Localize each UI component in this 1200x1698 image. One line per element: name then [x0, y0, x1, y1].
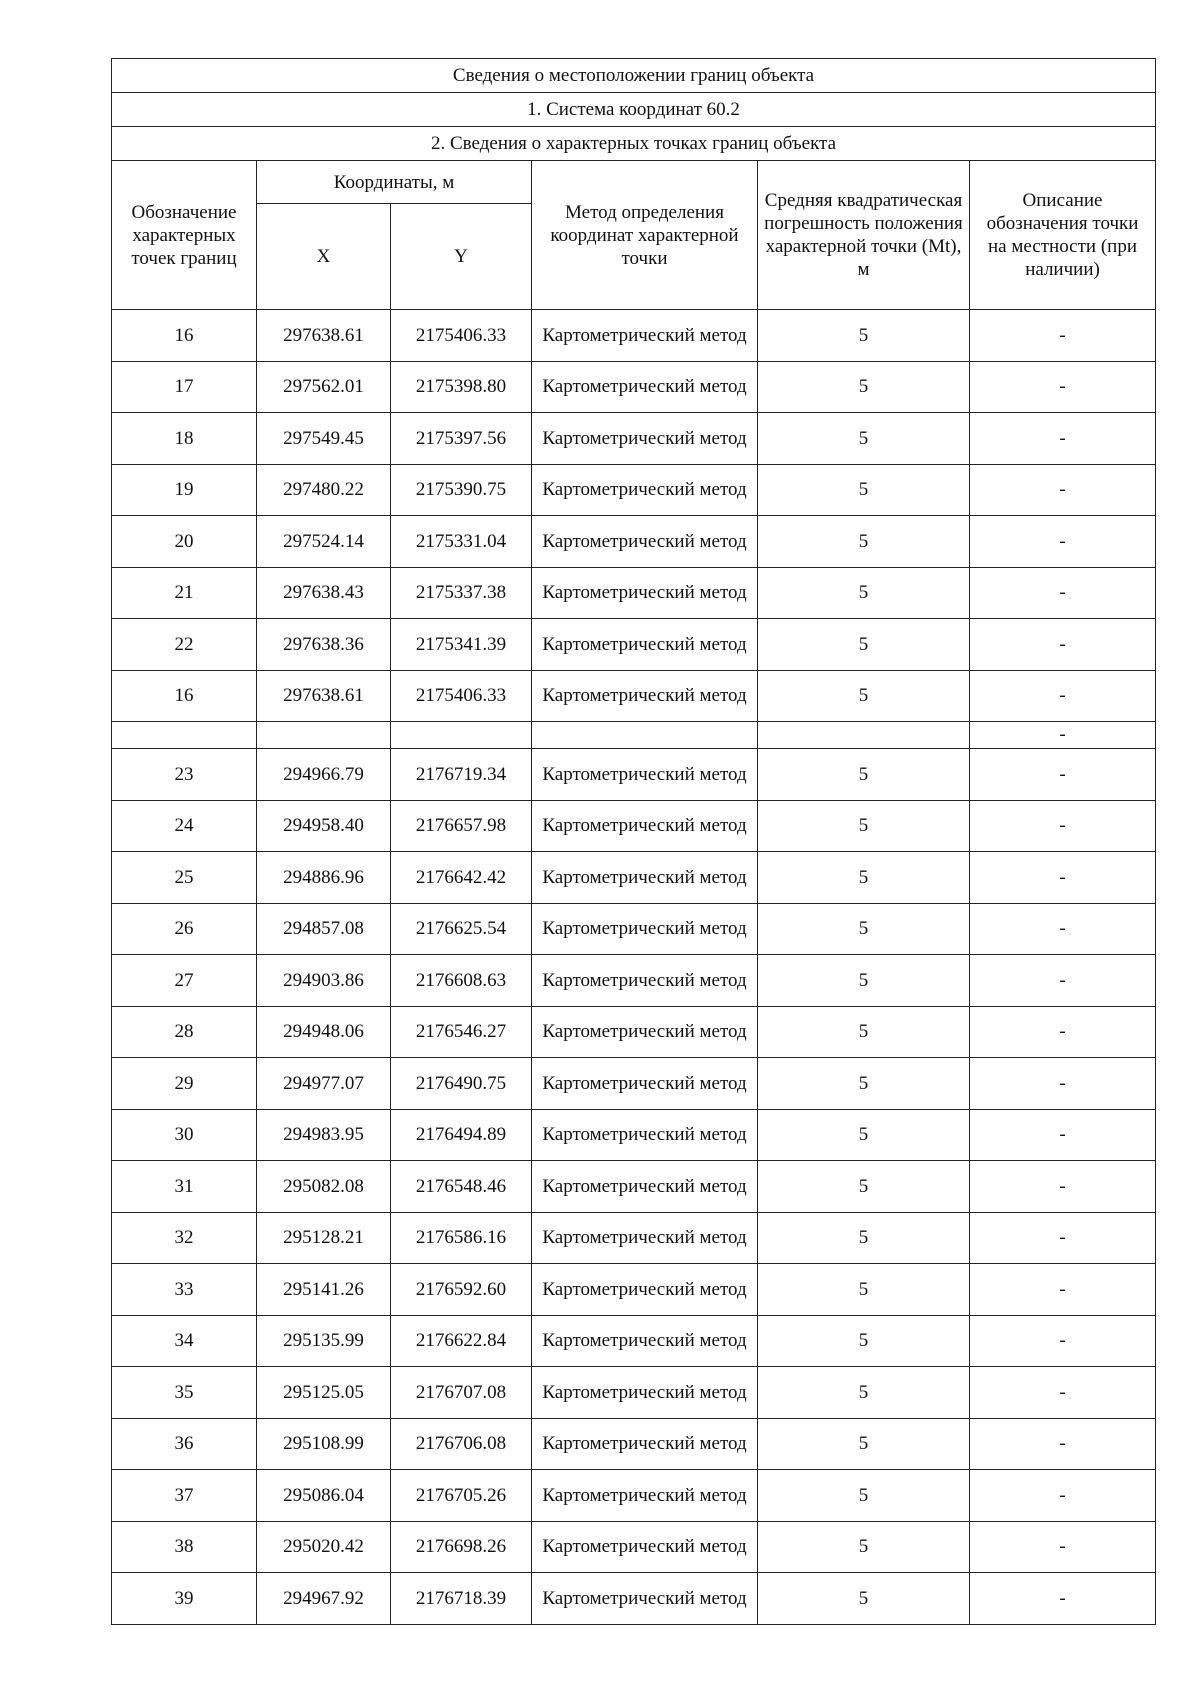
- cell-y: 2176548.46: [391, 1161, 532, 1213]
- cell-error: 5: [758, 1264, 970, 1316]
- cell-y: 2176494.89: [391, 1109, 532, 1161]
- cell-x: 295141.26: [257, 1264, 391, 1316]
- cell-method: Картометрический метод: [532, 903, 758, 955]
- cell-y: 2176622.84: [391, 1315, 532, 1367]
- header-y: Y: [391, 204, 532, 310]
- cell-x: 297480.22: [257, 464, 391, 516]
- cell-y: 2175337.38: [391, 567, 532, 619]
- cell-point: 28: [112, 1006, 257, 1058]
- cell-y: 2176490.75: [391, 1058, 532, 1110]
- cell-x: 294967.92: [257, 1573, 391, 1625]
- cell-point: 34: [112, 1315, 257, 1367]
- cell-x: 294958.40: [257, 800, 391, 852]
- cell-method: Картометрический метод: [532, 800, 758, 852]
- cell-point: 39: [112, 1573, 257, 1625]
- table-row: [112, 1006, 1156, 1058]
- table-row: [112, 722, 1156, 749]
- table-row: [112, 413, 1156, 465]
- cell-point: 16: [112, 670, 257, 722]
- table-row: [112, 1264, 1156, 1316]
- cell-description: -: [970, 1521, 1156, 1573]
- cell-x: 295108.99: [257, 1418, 391, 1470]
- cell-point: 33: [112, 1264, 257, 1316]
- cell-method: Картометрический метод: [532, 955, 758, 1007]
- cell-method: Картометрический метод: [532, 1161, 758, 1213]
- cell-error: 5: [758, 1418, 970, 1470]
- header-coordinates: Координаты, м: [257, 161, 532, 204]
- table-row: [112, 464, 1156, 516]
- table-row: [112, 1058, 1156, 1110]
- table-row: [112, 1161, 1156, 1213]
- cell-description: -: [970, 1006, 1156, 1058]
- cell-error: 5: [758, 1006, 970, 1058]
- cell-x: 294857.08: [257, 903, 391, 955]
- cell-point: 23: [112, 749, 257, 801]
- table-row: [112, 1315, 1156, 1367]
- table-row: [112, 903, 1156, 955]
- cell-error: 5: [758, 800, 970, 852]
- cell-error: 5: [758, 464, 970, 516]
- cell-y: 2176707.08: [391, 1367, 532, 1419]
- cell-y: 2176718.39: [391, 1573, 532, 1625]
- table-row: [112, 619, 1156, 671]
- cell-description: -: [970, 1573, 1156, 1625]
- cell-description: -: [970, 903, 1156, 955]
- cell-error: 5: [758, 1367, 970, 1419]
- cell-y: 2176705.26: [391, 1470, 532, 1522]
- cell-error: 5: [758, 361, 970, 413]
- header-x: X: [257, 204, 391, 310]
- cell-x: 294886.96: [257, 852, 391, 904]
- cell-error: 5: [758, 567, 970, 619]
- cell-error: 5: [758, 1109, 970, 1161]
- cell-point: 24: [112, 800, 257, 852]
- cell-y: 2175398.80: [391, 361, 532, 413]
- coordinate-system-label: 1. Система координат 60.2: [112, 93, 1156, 127]
- cell-y: 2176706.08: [391, 1418, 532, 1470]
- cell-error: 5: [758, 619, 970, 671]
- cell-method: Картометрический метод: [532, 619, 758, 671]
- table-row: [112, 1212, 1156, 1264]
- cell-x: 294983.95: [257, 1109, 391, 1161]
- cell-description: -: [970, 310, 1156, 362]
- cell-y: 2176586.16: [391, 1212, 532, 1264]
- table-row: [112, 1521, 1156, 1573]
- cell-x: 295125.05: [257, 1367, 391, 1419]
- cell-point: 22: [112, 619, 257, 671]
- table-row: [112, 800, 1156, 852]
- cell-error: 5: [758, 1470, 970, 1522]
- cell-y: [391, 722, 532, 749]
- cell-error: 5: [758, 670, 970, 722]
- cell-method: Картометрический метод: [532, 1109, 758, 1161]
- cell-description: -: [970, 1058, 1156, 1110]
- document-page: [111, 58, 1155, 1625]
- cell-method: Картометрический метод: [532, 413, 758, 465]
- cell-point: [112, 722, 257, 749]
- cell-description: -: [970, 1212, 1156, 1264]
- cell-method: Картометрический метод: [532, 1470, 758, 1522]
- cell-y: 2175406.33: [391, 670, 532, 722]
- cell-error: 5: [758, 1212, 970, 1264]
- cell-point: 29: [112, 1058, 257, 1110]
- cell-error: 5: [758, 1161, 970, 1213]
- cell-method: Картометрический метод: [532, 310, 758, 362]
- table-row: [112, 749, 1156, 801]
- cell-description: -: [970, 516, 1156, 568]
- cell-x: 294977.07: [257, 1058, 391, 1110]
- header-error: Средняя квадратическая погрешность положения характерной точки (Mt), м: [758, 161, 970, 310]
- cell-point: 17: [112, 361, 257, 413]
- table-row: [112, 567, 1156, 619]
- cell-method: Картометрический метод: [532, 1264, 758, 1316]
- cell-y: 2175390.75: [391, 464, 532, 516]
- header-method: Метод определения координат характерной точки: [532, 161, 758, 310]
- cell-x: 297549.45: [257, 413, 391, 465]
- cell-method: Картометрический метод: [532, 516, 758, 568]
- cell-method: [532, 722, 758, 749]
- cell-description: -: [970, 670, 1156, 722]
- cell-description: -: [970, 619, 1156, 671]
- cell-x: 297638.61: [257, 310, 391, 362]
- cell-error: 5: [758, 413, 970, 465]
- cell-point: 36: [112, 1418, 257, 1470]
- cell-y: 2176657.98: [391, 800, 532, 852]
- cell-error: 5: [758, 1058, 970, 1110]
- cell-point: 31: [112, 1161, 257, 1213]
- cell-y: 2176608.63: [391, 955, 532, 1007]
- cell-x: 297524.14: [257, 516, 391, 568]
- cell-point: 30: [112, 1109, 257, 1161]
- cell-y: 2175331.04: [391, 516, 532, 568]
- cell-x: 297562.01: [257, 361, 391, 413]
- cell-point: 16: [112, 310, 257, 362]
- cell-method: Картометрический метод: [532, 567, 758, 619]
- cell-point: 25: [112, 852, 257, 904]
- cell-error: 5: [758, 749, 970, 801]
- cell-method: Картометрический метод: [532, 1418, 758, 1470]
- table-row: [112, 1367, 1156, 1419]
- cell-x: 294948.06: [257, 1006, 391, 1058]
- table-row: [112, 310, 1156, 362]
- cell-description: -: [970, 361, 1156, 413]
- cell-error: [758, 722, 970, 749]
- cell-method: Картометрический метод: [532, 464, 758, 516]
- table-row: [112, 1470, 1156, 1522]
- cell-description: -: [970, 464, 1156, 516]
- cell-error: 5: [758, 955, 970, 1007]
- cell-description: -: [970, 1109, 1156, 1161]
- cell-method: Картометрический метод: [532, 852, 758, 904]
- cell-point: 21: [112, 567, 257, 619]
- cell-description: -: [970, 800, 1156, 852]
- cell-point: 19: [112, 464, 257, 516]
- cell-method: Картометрический метод: [532, 1058, 758, 1110]
- table-row: [112, 1109, 1156, 1161]
- table-title: Сведения о местоположении границ объекта: [112, 59, 1156, 93]
- cell-y: 2176698.26: [391, 1521, 532, 1573]
- table-row: [112, 361, 1156, 413]
- cell-x: 297638.36: [257, 619, 391, 671]
- header-point: Обозначение характерных точек границ: [112, 161, 257, 310]
- cell-point: 38: [112, 1521, 257, 1573]
- table-body: [112, 310, 1156, 1625]
- section-heading: 2. Сведения о характерных точках границ объекта: [112, 127, 1156, 161]
- cell-x: 295135.99: [257, 1315, 391, 1367]
- cell-error: 5: [758, 1315, 970, 1367]
- header-description: Описание обозначения точки на местности (при наличии): [970, 161, 1156, 310]
- cell-x: 295020.42: [257, 1521, 391, 1573]
- cell-method: Картометрический метод: [532, 1315, 758, 1367]
- cell-description: -: [970, 1367, 1156, 1419]
- cell-x: 297638.43: [257, 567, 391, 619]
- cell-description: -: [970, 749, 1156, 801]
- cell-x: 294903.86: [257, 955, 391, 1007]
- cell-error: 5: [758, 1573, 970, 1625]
- cell-method: Картометрический метод: [532, 1212, 758, 1264]
- cell-point: 32: [112, 1212, 257, 1264]
- cell-point: 37: [112, 1470, 257, 1522]
- cell-method: Картометрический метод: [532, 670, 758, 722]
- cell-description: -: [970, 1315, 1156, 1367]
- cell-error: 5: [758, 852, 970, 904]
- cell-description: -: [970, 1161, 1156, 1213]
- cell-description: -: [970, 955, 1156, 1007]
- cell-description: -: [970, 852, 1156, 904]
- cell-error: 5: [758, 310, 970, 362]
- table-row: [112, 1573, 1156, 1625]
- table-row: [112, 670, 1156, 722]
- cell-description: -: [970, 1470, 1156, 1522]
- cell-method: Картометрический метод: [532, 1573, 758, 1625]
- cell-point: 18: [112, 413, 257, 465]
- cell-y: 2176592.60: [391, 1264, 532, 1316]
- cell-x: 295082.08: [257, 1161, 391, 1213]
- cell-point: 20: [112, 516, 257, 568]
- table-row: [112, 852, 1156, 904]
- cell-y: 2176719.34: [391, 749, 532, 801]
- cell-x: 297638.61: [257, 670, 391, 722]
- cell-x: 294966.79: [257, 749, 391, 801]
- cell-error: 5: [758, 516, 970, 568]
- table-row: [112, 516, 1156, 568]
- cell-error: 5: [758, 903, 970, 955]
- boundary-points-table: [111, 58, 1156, 1625]
- cell-point: 27: [112, 955, 257, 1007]
- cell-y: 2175406.33: [391, 310, 532, 362]
- cell-method: Картометрический метод: [532, 1521, 758, 1573]
- cell-y: 2175397.56: [391, 413, 532, 465]
- cell-y: 2175341.39: [391, 619, 532, 671]
- cell-x: 295086.04: [257, 1470, 391, 1522]
- cell-x: [257, 722, 391, 749]
- cell-description: -: [970, 567, 1156, 619]
- cell-x: 295128.21: [257, 1212, 391, 1264]
- cell-method: Картометрический метод: [532, 1367, 758, 1419]
- cell-y: 2176625.54: [391, 903, 532, 955]
- table-row: [112, 1418, 1156, 1470]
- cell-description: -: [970, 413, 1156, 465]
- cell-description: -: [970, 1264, 1156, 1316]
- cell-y: 2176546.27: [391, 1006, 532, 1058]
- cell-y: 2176642.42: [391, 852, 532, 904]
- cell-method: Картометрический метод: [532, 1006, 758, 1058]
- cell-error: 5: [758, 1521, 970, 1573]
- cell-description: -: [970, 722, 1156, 749]
- cell-method: Картометрический метод: [532, 749, 758, 801]
- cell-point: 26: [112, 903, 257, 955]
- table-row: [112, 955, 1156, 1007]
- cell-description: -: [970, 1418, 1156, 1470]
- cell-method: Картометрический метод: [532, 361, 758, 413]
- cell-point: 35: [112, 1367, 257, 1419]
